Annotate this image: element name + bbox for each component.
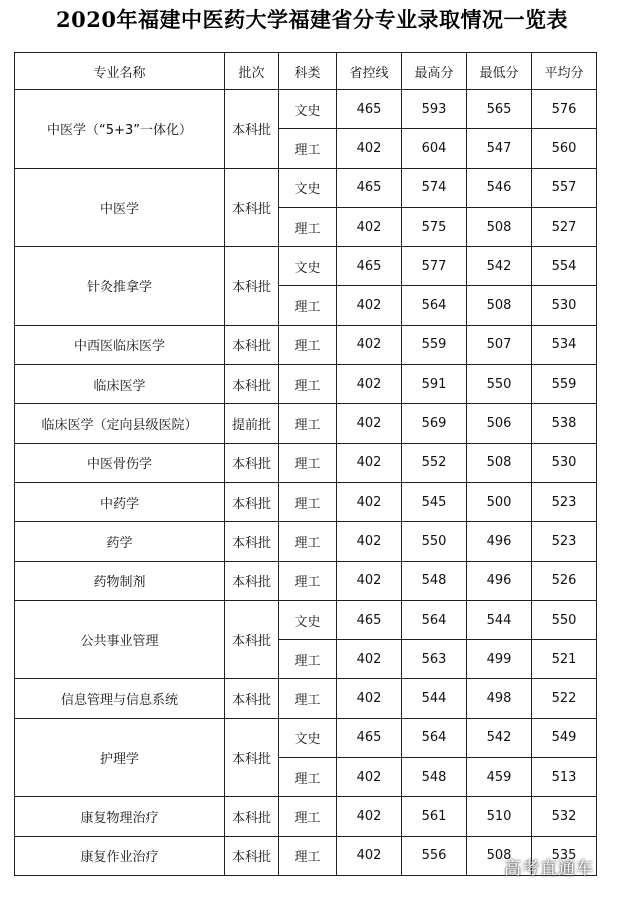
subject-cell: 理工 <box>279 836 337 875</box>
major-name-cell: 药学 <box>15 522 225 561</box>
control-line-cell: 402 <box>337 758 402 797</box>
subject-cell: 理工 <box>279 286 337 325</box>
min-score-cell: 499 <box>467 640 532 679</box>
max-score-cell: 552 <box>402 443 467 482</box>
table-row <box>15 522 597 561</box>
avg-score-cell: 534 <box>532 325 597 364</box>
header-major: 专业名称 <box>15 53 225 90</box>
major-name-cell: 药物制剂 <box>15 561 225 600</box>
max-score-cell: 564 <box>402 600 467 639</box>
header-max-score: 最高分 <box>402 53 467 90</box>
page-title: 2020年福建中医药大学福建省分专业录取情况一览表 <box>56 7 568 32</box>
table-row <box>15 561 597 600</box>
subject-cell: 理工 <box>279 797 337 836</box>
control-line-cell: 402 <box>337 522 402 561</box>
batch-cell: 本科批 <box>225 168 279 247</box>
major-name-cell: 中医学 <box>15 168 225 247</box>
admission-table <box>14 52 597 876</box>
subject-cell: 理工 <box>279 129 337 168</box>
avg-score-cell: 535 <box>532 836 597 875</box>
avg-score-cell: 530 <box>532 443 597 482</box>
table-row <box>15 365 597 404</box>
batch-cell: 本科批 <box>225 90 279 169</box>
batch-cell: 本科批 <box>225 561 279 600</box>
header-subject: 科类 <box>279 53 337 90</box>
batch-cell: 本科批 <box>225 365 279 404</box>
avg-score-cell: 527 <box>532 207 597 246</box>
min-score-cell: 565 <box>467 90 532 129</box>
avg-score-cell: 538 <box>532 404 597 443</box>
major-name-cell: 信息管理与信息系统 <box>15 679 225 718</box>
avg-score-cell: 549 <box>532 718 597 757</box>
avg-score-cell: 560 <box>532 129 597 168</box>
major-name-cell: 公共事业管理 <box>15 600 225 679</box>
min-score-cell: 508 <box>467 207 532 246</box>
major-name-cell: 中医学（“5+3”一体化） <box>15 90 225 169</box>
avg-score-cell: 576 <box>532 90 597 129</box>
min-score-cell: 506 <box>467 404 532 443</box>
header-batch: 批次 <box>225 53 279 90</box>
subject-cell: 理工 <box>279 325 337 364</box>
min-score-cell: 550 <box>467 365 532 404</box>
subject-cell: 理工 <box>279 679 337 718</box>
control-line-cell: 402 <box>337 207 402 246</box>
max-score-cell: 544 <box>402 679 467 718</box>
subject-cell: 理工 <box>279 561 337 600</box>
min-score-cell: 498 <box>467 679 532 718</box>
batch-cell: 本科批 <box>225 247 279 326</box>
header-min-score: 最低分 <box>467 53 532 90</box>
subject-cell: 理工 <box>279 758 337 797</box>
control-line-cell: 402 <box>337 797 402 836</box>
max-score-cell: 564 <box>402 286 467 325</box>
min-score-cell: 547 <box>467 129 532 168</box>
major-name-cell: 康复作业治疗 <box>15 836 225 875</box>
min-score-cell: 544 <box>467 600 532 639</box>
major-name-cell: 中西医临床医学 <box>15 325 225 364</box>
avg-score-cell: 532 <box>532 797 597 836</box>
max-score-cell: 559 <box>402 325 467 364</box>
subject-cell: 文史 <box>279 168 337 207</box>
batch-cell: 本科批 <box>225 482 279 521</box>
subject-cell: 理工 <box>279 640 337 679</box>
max-score-cell: 593 <box>402 90 467 129</box>
batch-cell: 本科批 <box>225 718 279 797</box>
avg-score-cell: 526 <box>532 561 597 600</box>
max-score-cell: 569 <box>402 404 467 443</box>
control-line-cell: 402 <box>337 286 402 325</box>
table-row <box>15 443 597 482</box>
max-score-cell: 564 <box>402 718 467 757</box>
control-line-cell: 402 <box>337 640 402 679</box>
table-row <box>15 404 597 443</box>
subject-cell: 理工 <box>279 482 337 521</box>
control-line-cell: 465 <box>337 600 402 639</box>
avg-score-cell: 530 <box>532 286 597 325</box>
batch-cell: 本科批 <box>225 522 279 561</box>
avg-score-cell: 521 <box>532 640 597 679</box>
min-score-cell: 508 <box>467 286 532 325</box>
batch-cell: 本科批 <box>225 600 279 679</box>
major-name-cell: 临床医学 <box>15 365 225 404</box>
max-score-cell: 561 <box>402 797 467 836</box>
control-line-cell: 402 <box>337 679 402 718</box>
header-avg-score: 平均分 <box>532 53 597 90</box>
table-row <box>15 679 597 718</box>
avg-score-cell: 559 <box>532 365 597 404</box>
max-score-cell: 563 <box>402 640 467 679</box>
control-line-cell: 402 <box>337 404 402 443</box>
max-score-cell: 574 <box>402 168 467 207</box>
control-line-cell: 402 <box>337 325 402 364</box>
batch-cell: 本科批 <box>225 797 279 836</box>
major-name-cell: 护理学 <box>15 718 225 797</box>
min-score-cell: 459 <box>467 758 532 797</box>
min-score-cell: 508 <box>467 443 532 482</box>
avg-score-cell: 523 <box>532 482 597 521</box>
major-name-cell: 中医骨伤学 <box>15 443 225 482</box>
table-body <box>15 90 597 876</box>
table-header-row <box>15 53 597 90</box>
avg-score-cell: 513 <box>532 758 597 797</box>
control-line-cell: 465 <box>337 247 402 286</box>
major-name-cell: 康复物理治疗 <box>15 797 225 836</box>
control-line-cell: 402 <box>337 365 402 404</box>
subject-cell: 理工 <box>279 404 337 443</box>
max-score-cell: 548 <box>402 561 467 600</box>
min-score-cell: 508 <box>467 836 532 875</box>
avg-score-cell: 523 <box>532 522 597 561</box>
subject-cell: 文史 <box>279 90 337 129</box>
header-control-line: 省控线 <box>337 53 402 90</box>
min-score-cell: 542 <box>467 718 532 757</box>
subject-cell: 理工 <box>279 443 337 482</box>
batch-cell: 本科批 <box>225 679 279 718</box>
subject-cell: 文史 <box>279 247 337 286</box>
min-score-cell: 507 <box>467 325 532 364</box>
min-score-cell: 500 <box>467 482 532 521</box>
subject-cell: 理工 <box>279 207 337 246</box>
table-row <box>15 247 597 286</box>
max-score-cell: 575 <box>402 207 467 246</box>
batch-cell: 本科批 <box>225 443 279 482</box>
table-row <box>15 797 597 836</box>
watermark: 高考直通车 <box>504 859 594 879</box>
min-score-cell: 496 <box>467 522 532 561</box>
max-score-cell: 591 <box>402 365 467 404</box>
batch-cell: 提前批 <box>225 404 279 443</box>
avg-score-cell: 557 <box>532 168 597 207</box>
table-row <box>15 718 597 757</box>
max-score-cell: 556 <box>402 836 467 875</box>
table-row <box>15 168 597 207</box>
avg-score-cell: 522 <box>532 679 597 718</box>
batch-cell: 本科批 <box>225 325 279 364</box>
max-score-cell: 548 <box>402 758 467 797</box>
control-line-cell: 402 <box>337 443 402 482</box>
max-score-cell: 577 <box>402 247 467 286</box>
major-name-cell: 针灸推拿学 <box>15 247 225 326</box>
control-line-cell: 465 <box>337 168 402 207</box>
min-score-cell: 496 <box>467 561 532 600</box>
table-row <box>15 482 597 521</box>
control-line-cell: 402 <box>337 129 402 168</box>
table-row <box>15 325 597 364</box>
batch-cell: 本科批 <box>225 836 279 875</box>
subject-cell: 理工 <box>279 522 337 561</box>
max-score-cell: 604 <box>402 129 467 168</box>
control-line-cell: 402 <box>337 561 402 600</box>
table-row <box>15 600 597 639</box>
avg-score-cell: 554 <box>532 247 597 286</box>
subject-cell: 文史 <box>279 600 337 639</box>
control-line-cell: 402 <box>337 836 402 875</box>
control-line-cell: 402 <box>337 482 402 521</box>
table-row <box>15 90 597 129</box>
major-name-cell: 临床医学（定向县级医院） <box>15 404 225 443</box>
max-score-cell: 545 <box>402 482 467 521</box>
subject-cell: 理工 <box>279 365 337 404</box>
major-name-cell: 中药学 <box>15 482 225 521</box>
control-line-cell: 465 <box>337 718 402 757</box>
min-score-cell: 510 <box>467 797 532 836</box>
subject-cell: 文史 <box>279 718 337 757</box>
min-score-cell: 546 <box>467 168 532 207</box>
control-line-cell: 465 <box>337 90 402 129</box>
max-score-cell: 550 <box>402 522 467 561</box>
min-score-cell: 542 <box>467 247 532 286</box>
avg-score-cell: 550 <box>532 600 597 639</box>
